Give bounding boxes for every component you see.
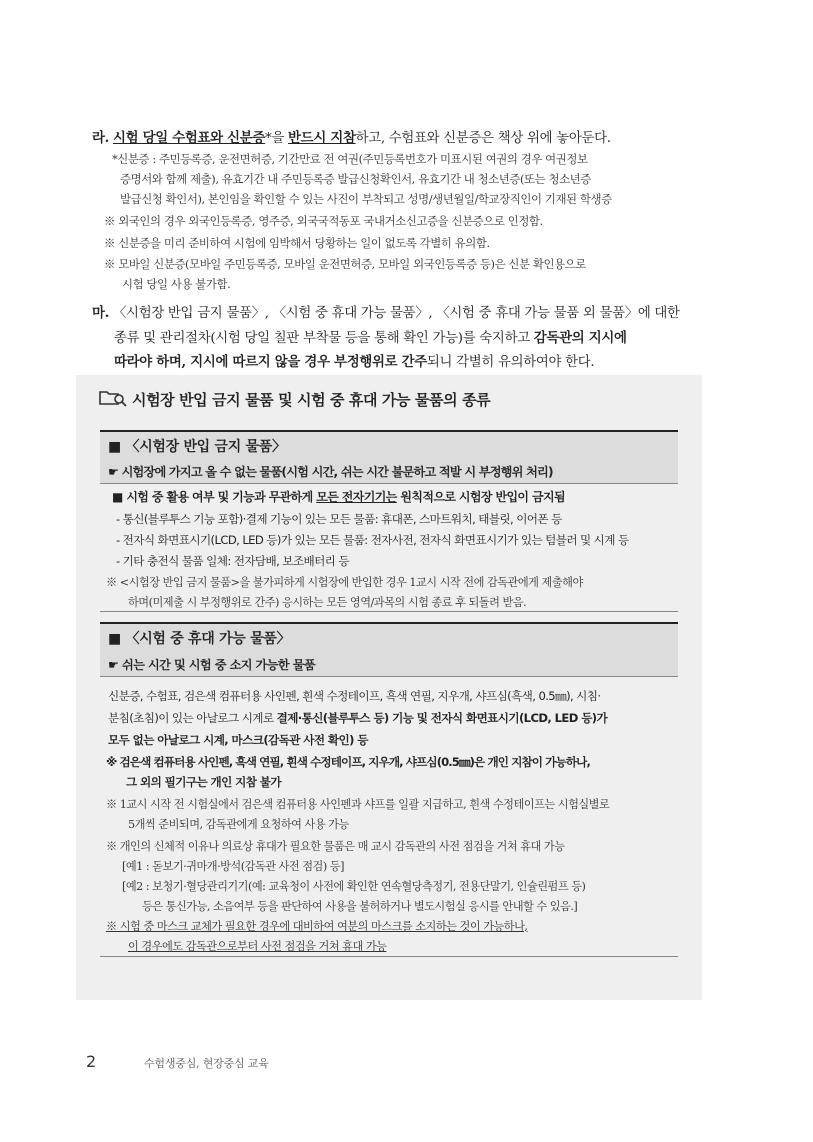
all-electronics-emphasis: 모든 전자기기는 [316, 490, 397, 504]
mask-note: 이 경우에도 감독관으로부터 사전 점검을 거쳐 휴대 가능 [128, 940, 387, 953]
section-ma-line1 [92, 302, 680, 321]
folder-search-icon [98, 388, 128, 408]
text-fragment: 원칙적으로 시험장 반입이 금지됨 [396, 490, 565, 504]
id-note-line: 증명서와 함께 제출), 유효기간 내 주민등록증 발급신청확인서, 유효기간 내 청소년증(또는 청소년증 [120, 172, 591, 186]
section2-note: [예1 : 돋보기·귀마개·방석(감독관 사전 점검) 등] [122, 860, 344, 873]
section2-note: 등은 통신가능, 소음여부 등을 판단하여 사용을 불허하거나 별도시험실 응시를 안내할 수 있음.] [142, 900, 578, 913]
section2-note: ※ 개인의 신체적 이유나 의료상 휴대가 필요한 물품은 매 교시 감독관의 사전 점검을 거쳐 휴대 가능 [106, 840, 565, 853]
section1-header: ■ 〈시험장 반입 금지 물품〉 [108, 439, 286, 455]
analog-watch-emphasis: 결제·통신(블루투스 등) 기능 및 전자식 화면표시기(LCD, LED 등)가 [276, 711, 608, 725]
text-fragment: ■ 시험 중 활용 여부 및 기능과 무관하게 [112, 490, 317, 504]
section-ra-heading [92, 127, 611, 146]
misconduct-emphasis: 따라야 하며, 지시에 따르지 않을 경우 부정행위로 간주 [114, 354, 427, 370]
mask-note: ※ 시험 중 마스크 교체가 필요한 경우에 대비하여 여분의 마스크를 소지하는 것이 가능하나, [106, 920, 528, 933]
section-ma-line2 [114, 327, 627, 346]
section2-note: [예2 : 보청기·혈당관리기기(예: 교육청이 사전에 확인한 연속혈당측정기, 전용단말기, 인슐린펌프 등) [122, 880, 586, 893]
section1-note: 하며(미제출 시 부정행위로 간주) 응시하는 모든 영역/과목의 시험 종료 후 되돌려 받음. [128, 596, 527, 609]
footer-text: 수험생중심, 현장중심 교육 [144, 1057, 269, 1070]
section2-note: 5개씩 준비되며, 감독관에게 요청하여 사용 가능 [128, 818, 349, 831]
allowed-items-line: 모두 없는 아날로그 시계, 마스크(감독관 사전 확인) 등 [108, 733, 368, 747]
prohibited-item: - 통신(블루투스 기능 포함)·결제 기능이 있는 모든 물품: 휴대폰, 스마트워치, 태블릿, 이어폰 등 [116, 512, 562, 526]
section2-note: ※ 1교시 시작 전 시험실에서 검은색 컴퓨터용 사인펜과 샤프를 일괄 지급하고, 흰색 수정테이프는 시험실별로 [106, 798, 610, 811]
text-fragment: 되니 각별히 유의하여야 한다. [426, 355, 595, 370]
section-ra-marker: 라. [92, 130, 109, 146]
personal-stationery-note: 그 외의 필기구는 개인 지참 불가 [126, 775, 281, 789]
prohibited-item: - 전자식 화면표시기(LCD, LED 등)가 있는 모든 물품: 전자사전, 전자식 화면표시기가 있는 텀블러 및 시계 등 [116, 533, 629, 547]
text-fragment: 〈시험장 반입 금지 물품〉, 〈시험 중 휴대 가능 물품〉, 〈시험 중 휴대 가능 물품 외 물품〉에 대한 [112, 306, 680, 321]
allowed-items-line: 신분증, 수험표, 검은색 컴퓨터용 사인펜, 흰색 수정테이프, 흑색 연필, 지우개, 샤프심(흑색, 0.5㎜), 시침· [108, 689, 601, 703]
note-line: ※ 외국인의 경우 외국인등록증, 영주증, 외국국적동포 국내거소신고증을 신분증으로 인정함. [104, 214, 543, 228]
text-fragment: 종류 및 관리절차(시험 당일 칠판 부착물 등을 통해 확인 가능)를 숙지하고 [114, 331, 534, 346]
section2-sub: ☛ 쉬는 시간 및 시험 중 소지 가능한 물품 [108, 658, 316, 672]
section-ma-line3 [114, 351, 594, 370]
bring-id-emphasis: 시험 당일 수험표와 신분증 [112, 130, 266, 146]
section2-header: ■ 〈시험 중 휴대 가능 물품〉 [108, 631, 291, 647]
must-bring-emphasis: 반드시 지참 [288, 130, 356, 146]
divider [100, 611, 678, 612]
section-ma-marker: 마. [92, 305, 109, 321]
text-fragment: 분침(초침)이 있는 아날로그 시계로 [108, 711, 277, 725]
follow-instructions-emphasis: 감독관의 지시에 [533, 330, 627, 346]
personal-stationery-note: ※ 검은색 컴퓨터용 사인펜, 흑색 연필, 흰색 수정테이프, 지우개, 샤프심(0.5㎜)은 개인 지참이 가능하나, [106, 755, 590, 769]
id-note-line: *신분증 : 주민등록증, 운전면허증, 기간만료 전 여권(주민등록번호가 미표시된 여권의 경우 여권정보 [112, 152, 588, 166]
text-fragment: 을 [271, 131, 289, 146]
page-number: 2 [86, 1052, 97, 1071]
footnote-star: * [265, 131, 272, 146]
prohibited-item: - 기타 충전식 물품 일체: 전자담배, 보조배터리 등 [116, 554, 349, 568]
section1-note: ※ <시험장 반입 금지 물품>을 불가피하게 시험장에 반입한 경우 1교시 시작 전에 감독관에게 제출해야 [106, 576, 583, 589]
section1-bullet [112, 488, 565, 505]
text-fragment: 하고, 수험표와 신분증은 책상 위에 놓아둔다. [355, 131, 611, 146]
note-line: 시험 당일 사용 불가함. [122, 277, 231, 291]
allowed-items-line [108, 710, 607, 726]
section1-sub: ☛ 시험장에 가지고 올 수 없는 물품(시험 시간, 쉬는 시간 불문하고 적발 시 부정행위 처리) [108, 465, 553, 479]
divider [100, 956, 678, 957]
box-title: 시험장 반입 금지 물품 및 시험 중 휴대 가능 물품의 종류 [132, 391, 491, 409]
note-line: ※ 모바일 신분증(모바일 주민등록증, 모바일 운전면허증, 모바일 외국인등록증 등)은 신분 확인용으로 [104, 257, 586, 271]
id-note-line: 발급신청 확인서), 본인임을 확인할 수 있는 사진이 부착되고 성명/생년월일/학교장직인이 기재된 학생증 [120, 192, 612, 206]
note-line: ※ 신분증을 미리 준비하여 시험에 임박해서 당황하는 일이 없도록 각별히 유의함. [104, 236, 490, 250]
